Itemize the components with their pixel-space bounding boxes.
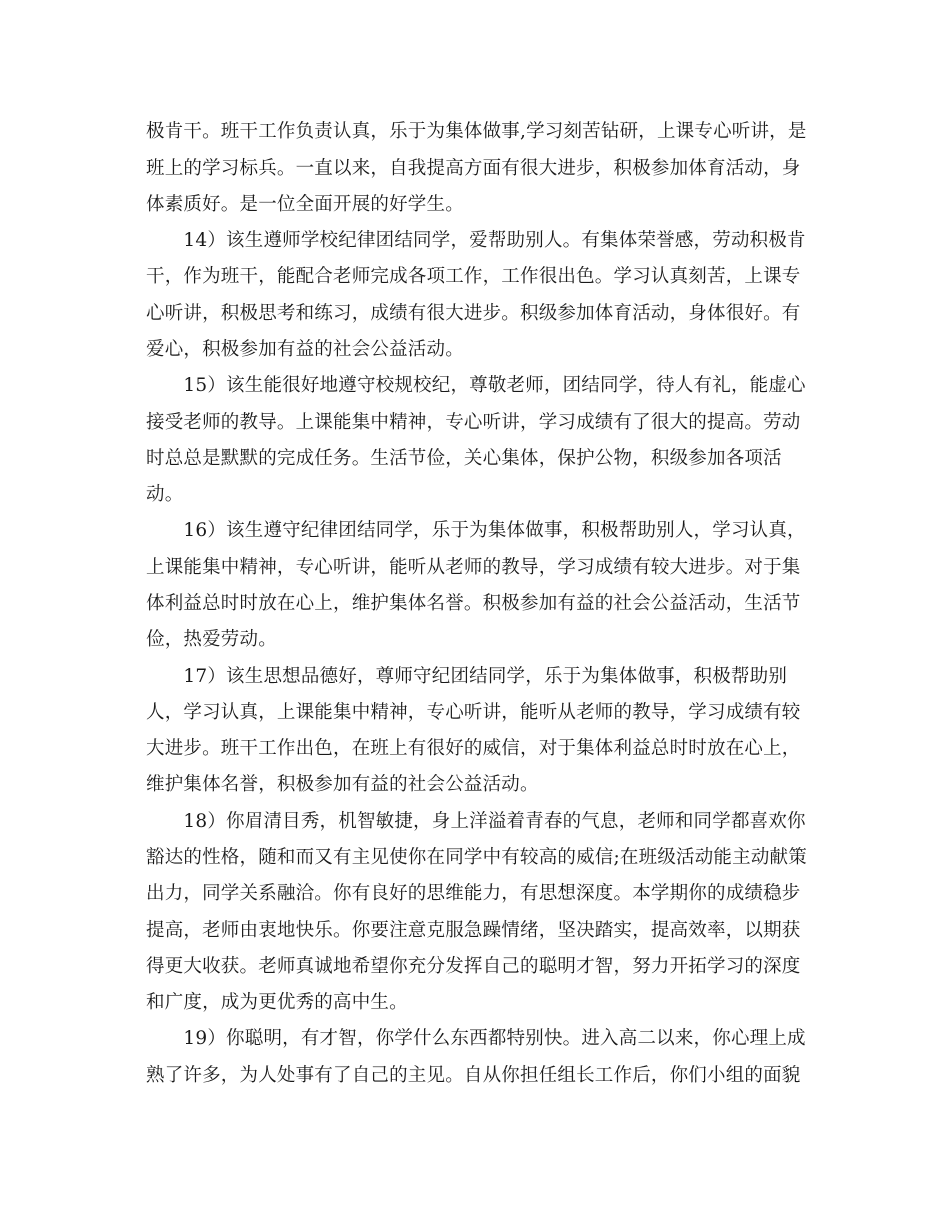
text-line: 16）该生遵守纪律团结同学，乐于为集体做事，积极帮助别人，学习认真， — [146, 520, 806, 541]
text-line: 出力，同学关系融洽。你有良好的思维能力，有思想深度。本学期你的成绩稳步 — [146, 883, 801, 904]
text-line: 14）该生遵师学校纪律团结同学，爱帮助别人。有集体荣誉感，劳动积极肯 — [146, 230, 806, 251]
text-line: 豁达的性格，随和而又有主见使你在同学中有较高的威信;在班级活动能主动献策 — [146, 847, 807, 868]
text-line: 体利益总时时放在心上，维护集体名誉。积极参加有益的社会公益活动，生活节 — [146, 593, 801, 614]
text-line: 接受老师的教导。上课能集中精神，专心听讲，学习成绩有了很大的提高。劳动 — [146, 412, 801, 433]
text-line: 提高，老师由衷地快乐。你要注意克服急躁情绪，坚决踏实，提高效率，以期获 — [146, 920, 801, 941]
text-line: 得更大收获。老师真诚地希望你充分发挥自己的聪明才智，努力开拓学习的深度 — [146, 956, 801, 977]
text-line: 俭，热爱劳动。 — [146, 629, 277, 650]
text-line: 班上的学习标兵。一直以来，自我提高方面有很大进步，积极参加体育活动，身 — [146, 158, 801, 179]
text-line: 19）你聪明，有才智，你学什么东西都特别快。进入高二以来，你心理上成 — [146, 1028, 806, 1049]
text-line: 和广度，成为更优秀的高中生。 — [146, 992, 408, 1013]
text-line: 维护集体名誉，积极参加有益的社会公益活动。 — [146, 774, 539, 795]
text-line: 人，学习认真，上课能集中精神，专心听讲，能听从老师的教导，学习成绩有较 — [146, 702, 801, 723]
text-line: 动。 — [146, 484, 184, 505]
text-line: 时总总是默默的完成任务。生活节俭，关心集体，保护公物，积级参加各项活 — [146, 448, 782, 469]
text-line: 熟了许多，为人处事有了自己的主见。自从你担任组长工作后，你们小组的面貌 — [146, 1065, 801, 1086]
text-line: 极肯干。班干工作负责认真，乐于为集体做事,学习刻苦钻研，上课专心听讲，是 — [146, 121, 807, 142]
text-line: 18）你眉清目秀，机智敏捷，身上洋溢着青春的气息，老师和同学都喜欢你 — [146, 811, 806, 832]
text-line: 体素质好。是一位全面开展的好学生。 — [146, 194, 464, 215]
text-line: 干，作为班干，能配合老师完成各项工作，工作很出色。学习认真刻苦，上课专 — [146, 266, 801, 287]
text-line: 上课能集中精神，专心听讲，能听从老师的教导，学习成绩有较大进步。对于集 — [146, 557, 801, 578]
text-line: 17）该生思想品德好，尊师守纪团结同学，乐于为集体做事，积极帮助别 — [146, 666, 788, 687]
text-line: 大进步。班干工作出色，在班上有很好的威信，对于集体利益总时时放在心上， — [146, 738, 801, 759]
text-line: 心听讲，积极思考和练习，成绩有很大进步。积级参加体育活动，身体很好。有 — [146, 303, 801, 324]
text-line: 爱心，积极参加有益的社会公益活动。 — [146, 339, 464, 360]
text-line: 15）该生能很好地遵守校规校纪，尊敬老师，团结同学，待人有礼，能虚心 — [146, 375, 806, 396]
